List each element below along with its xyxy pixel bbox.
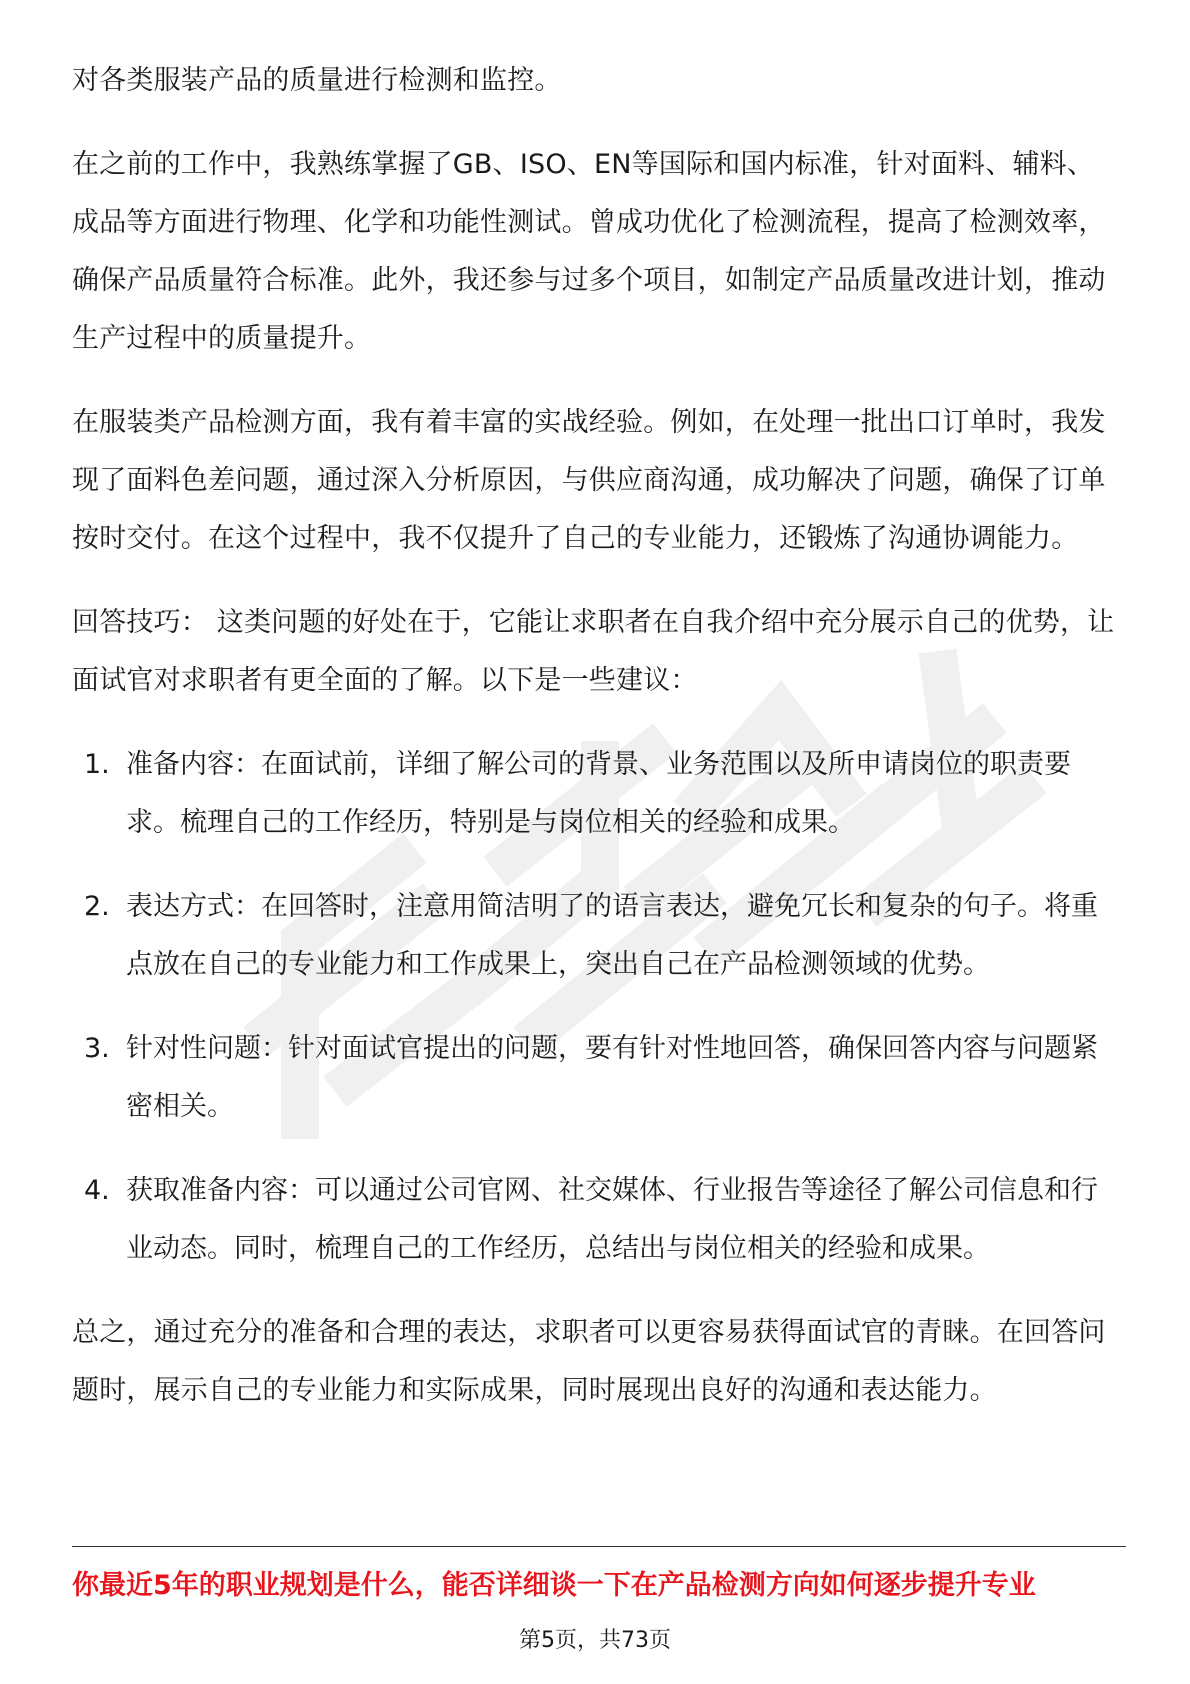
tips-list xyxy=(72,736,1118,1278)
list-item-number: 1. xyxy=(84,749,110,780)
main-content xyxy=(72,52,1118,1446)
paragraph-intro-end: 对各类服装产品的质量进行检测和监控。 xyxy=(72,65,562,96)
list-item xyxy=(72,1162,1118,1278)
paragraph-answer-tips: 回答技巧： 这类问题的好处在于，它能让求职者在自我介绍中充分展示自己的优势，让面试官对求职者有更全面的了解。以下是一些建议： xyxy=(72,607,1115,696)
page-number: 第5页，共73页 xyxy=(519,1628,671,1653)
list-item-number: 2. xyxy=(84,891,110,922)
list-item xyxy=(72,878,1118,994)
list-item-text: 准备内容：在面试前，详细了解公司的背景、业务范围以及所申请岗位的职责要求。梳理自己的工作经历，特别是与岗位相关的经验和成果。 xyxy=(126,749,1071,838)
paragraph-summary: 总之，通过充分的准备和合理的表达，求职者可以更容易获得面试官的青睐。在回答问题时，展示自己的专业能力和实际成果，同时展现出良好的沟通和表达能力。 xyxy=(72,1317,1106,1406)
paragraph-practical-example: 在服装类产品检测方面，我有着丰富的实战经验。例如，在处理一批出口订单时，我发现了面料色差问题，通过深入分析原因，与供应商沟通，成功解决了问题，确保了订单按时交付。在这个过程中，我不仅提升了自己的专业能力，还锻炼了沟通协调能力。 xyxy=(72,407,1106,554)
list-item-text: 获取准备内容：可以通过公司官网、社交媒体、行业报告等途径了解公司信息和行业动态。同时，梳理自己的工作经历，总结出与岗位相关的经验和成果。 xyxy=(126,1175,1098,1264)
list-item-text: 针对性问题：针对面试官提出的问题，要有针对性地回答，确保回答内容与问题紧密相关。 xyxy=(126,1033,1098,1122)
list-item-number: 4. xyxy=(84,1175,110,1206)
section-divider xyxy=(72,1546,1126,1547)
paragraph-experience: 在之前的工作中，我熟练掌握了GB、ISO、EN等国际和国内标准，针对面料、辅料、成品等方面进行物理、化学和功能性测试。曾成功优化了检测流程，提高了检测效率，确保产品质量符合标准。此外，我还参与过多个项目，如制定产品质量改进计划，推动生产过程中的质量提升。 xyxy=(72,149,1106,354)
list-item xyxy=(72,1020,1118,1136)
list-item xyxy=(72,736,1118,852)
next-question-heading: 你最近5年的职业规划是什么，能否详细谈一下在产品检测方向如何逐步提升专业 xyxy=(72,1570,1036,1601)
list-item-number: 3. xyxy=(84,1033,110,1064)
list-item-text: 表达方式：在回答时，注意用简洁明了的语言表达，避免冗长和复杂的句子。将重点放在自己的专业能力和工作成果上，突出自己在产品检测领域的优势。 xyxy=(126,891,1098,980)
